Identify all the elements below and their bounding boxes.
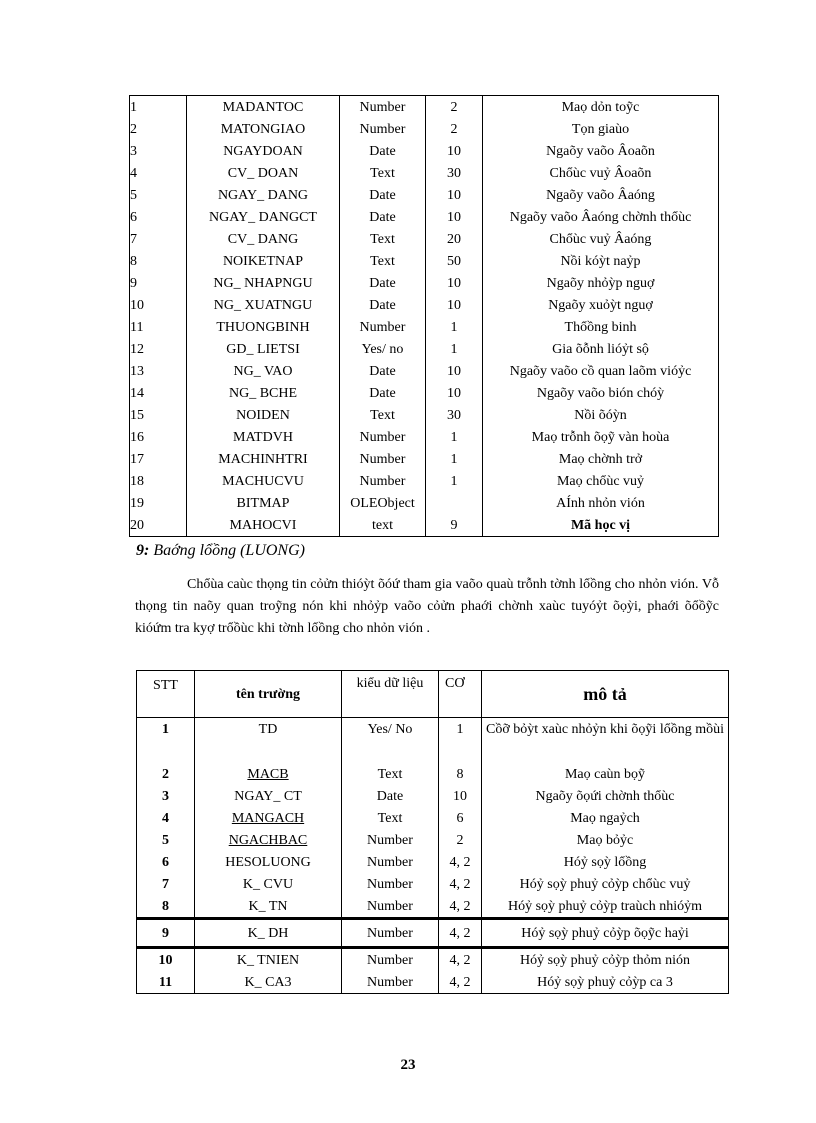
table-row: [130, 118, 719, 140]
field-name: NGAY_ DANG: [187, 184, 340, 206]
primary-key-field: MACB: [247, 766, 289, 782]
data-type: Date: [342, 785, 439, 807]
field-size: 4, 2: [439, 971, 482, 994]
field-description: Maọ chổùc vuỷ: [556, 473, 645, 489]
field-description: Hóỷ sọỳ phuỷ cỏỳp traùch nhióỷm: [507, 898, 703, 914]
field-size: 6: [439, 807, 482, 829]
field-description: Ngaõy nhỏỳp nguợ: [546, 275, 655, 291]
field-size: 9: [426, 514, 483, 537]
row-number: 1: [137, 718, 195, 764]
table-row: [137, 829, 729, 851]
data-type: Text: [340, 162, 426, 184]
field-size: 20: [426, 228, 483, 250]
field-name: NGAY_ CT: [195, 785, 342, 807]
field-name: NOIKETNAP: [187, 250, 340, 272]
header-type: kiểu dữ liệu: [342, 671, 439, 718]
row-number: 14: [130, 382, 187, 404]
data-type: Number: [342, 971, 439, 994]
row-number: 3: [137, 785, 195, 807]
field-description: Thổồng binh: [564, 319, 637, 335]
row-number: 16: [130, 426, 187, 448]
row-number: 15: [130, 404, 187, 426]
data-type: Date: [340, 294, 426, 316]
field-description: Maọ bỏỷc: [576, 832, 634, 848]
field-size: 2: [439, 829, 482, 851]
field-description: Ngaõy vaõo Âoaõn: [546, 143, 655, 159]
field-description: Maọ trỗnh õọỹ vàn hoùa: [531, 429, 670, 445]
table-row: [130, 294, 719, 316]
row-number: 5: [130, 184, 187, 206]
data-type: Number: [342, 873, 439, 895]
data-type: Date: [340, 140, 426, 162]
field-name: NG_ NHAPNGU: [187, 272, 340, 294]
field-size: 10: [426, 294, 483, 316]
row-number: 2: [137, 763, 195, 785]
row-number: 3: [130, 140, 187, 162]
field-name: K_ TN: [195, 895, 342, 919]
field-name: NG_ VAO: [187, 360, 340, 382]
field-description: Maọ caùn bọỹ: [564, 766, 646, 782]
section-heading: [136, 542, 305, 560]
row-number: 1: [130, 96, 187, 119]
table-row: [137, 873, 729, 895]
field-name: K_ DH: [195, 919, 342, 948]
row-number: 4: [130, 162, 187, 184]
primary-key-field: MANGACH: [231, 810, 305, 826]
field-name: MAHOCVI: [187, 514, 340, 537]
header-size: CƠ: [439, 671, 482, 718]
field-description: Hóỷ sọỳ lổồng: [563, 854, 647, 870]
table-row: [130, 162, 719, 184]
row-number: 13: [130, 360, 187, 382]
field-size: 1: [426, 338, 483, 360]
data-type: Number: [342, 895, 439, 919]
header-desc: mô tả: [482, 671, 729, 718]
row-number: 6: [137, 851, 195, 873]
data-type: Number: [340, 118, 426, 140]
field-description: Ngaõy vaõo cồ quan laõm vióỷc: [509, 363, 692, 379]
data-type: Number: [340, 316, 426, 338]
field-description: Maọ dỏn toỹc: [561, 99, 640, 115]
field-size: 10: [426, 140, 483, 162]
table-row: [130, 338, 719, 360]
table-row: [137, 718, 729, 764]
data-type: Date: [340, 360, 426, 382]
table-row: [130, 426, 719, 448]
field-description: Ngaõy vaõo Âaóng chờnh thổùc: [509, 209, 692, 225]
table-row: [130, 404, 719, 426]
field-size: 4, 2: [439, 919, 482, 948]
field-description: Ngaõy vaõo Âaóng: [546, 187, 655, 203]
field-name: NG_ BCHE: [187, 382, 340, 404]
field-name: K_ TNIEN: [195, 948, 342, 972]
field-name: MATONGIAO: [187, 118, 340, 140]
field-description: Ngaõy õọứi chờnh thổùc: [535, 788, 675, 804]
field-description: Tọn giaùo: [571, 121, 630, 137]
field-name: THUONGBINH: [187, 316, 340, 338]
row-number: 10: [130, 294, 187, 316]
field-name: MATDVH: [187, 426, 340, 448]
field-description: Chổùc vuỷ Âaóng: [549, 231, 652, 247]
fields-table-top: [129, 95, 719, 537]
data-type: Number: [342, 829, 439, 851]
field-size: 1: [426, 448, 483, 470]
field-description: Nồi õóỳn: [574, 407, 627, 423]
table-row: [137, 971, 729, 994]
table-row: [130, 184, 719, 206]
data-type: Number: [340, 470, 426, 492]
table-row: [130, 316, 719, 338]
row-number: 8: [130, 250, 187, 272]
row-number: 9: [137, 919, 195, 948]
field-size: 10: [439, 785, 482, 807]
field-size: 4, 2: [439, 948, 482, 972]
row-number: 5: [137, 829, 195, 851]
table-row: [130, 206, 719, 228]
data-type: Number: [342, 919, 439, 948]
primary-key-field: NGACHBAC: [228, 832, 308, 848]
field-name: MADANTOC: [187, 96, 340, 119]
field-name: NOIDEN: [187, 404, 340, 426]
field-size: 30: [426, 404, 483, 426]
table-header-row: [137, 671, 729, 718]
field-size: 10: [426, 206, 483, 228]
field-size: 10: [426, 382, 483, 404]
field-size: 1: [426, 316, 483, 338]
data-type: Yes/ No: [342, 718, 439, 764]
field-size: 10: [426, 272, 483, 294]
table-row: [130, 96, 719, 119]
row-number: 10: [137, 948, 195, 972]
data-type: OLEObject: [340, 492, 426, 514]
table-row: [137, 948, 729, 972]
field-name: NGAY_ DANGCT: [187, 206, 340, 228]
field-description: AÍnh nhỏn vión: [556, 495, 645, 511]
table-row: [137, 851, 729, 873]
data-type: Text: [340, 404, 426, 426]
field-size: 4, 2: [439, 851, 482, 873]
field-size: 2: [426, 118, 483, 140]
field-description: Ngaõy vaõo bión chóỳ: [536, 385, 665, 401]
field-description: Hóỷ sọỳ phuỷ cỏỳp õọỹc haỷi: [482, 919, 729, 948]
data-type: Text: [340, 228, 426, 250]
field-description: Hóỷ sọỳ phuỷ cỏỳp ca 3: [537, 974, 673, 990]
field-size: 1: [439, 718, 482, 764]
row-number: 2: [130, 118, 187, 140]
header-field: tên trường: [195, 671, 342, 718]
field-name: CV_ DANG: [187, 228, 340, 250]
table-row: [130, 272, 719, 294]
data-type: Date: [340, 206, 426, 228]
field-name: HESOLUONG: [195, 851, 342, 873]
field-size: 2: [426, 96, 483, 119]
field-size: 10: [426, 360, 483, 382]
field-description: Maọ chờnh trở: [558, 451, 643, 467]
field-description: Ngaõy xuỏỳt nguợ: [548, 297, 653, 313]
field-size: [426, 492, 483, 514]
section-number: 9:: [136, 542, 150, 559]
section-title: Baớng lổồng (LUONG): [153, 542, 305, 559]
row-number: 6: [130, 206, 187, 228]
field-name: [195, 807, 342, 829]
field-size: 1: [426, 470, 483, 492]
field-size: 50: [426, 250, 483, 272]
field-name: BITMAP: [187, 492, 340, 514]
table-row: [130, 250, 719, 272]
data-type: Text: [342, 763, 439, 785]
field-name: GD_ LIETSI: [187, 338, 340, 360]
data-type: Number: [340, 96, 426, 119]
table-row: [130, 470, 719, 492]
page-number: 23: [400, 1057, 416, 1073]
data-type: Date: [340, 382, 426, 404]
data-type: Yes/ no: [340, 338, 426, 360]
field-description: Hóỷ sọỳ phuỷ cỏỳp thỏm nión: [520, 952, 690, 968]
table-row: [137, 895, 729, 919]
field-name: NG_ XUATNGU: [187, 294, 340, 316]
data-type: Date: [340, 184, 426, 206]
field-name: MACHINHTRI: [187, 448, 340, 470]
field-size: 4, 2: [439, 873, 482, 895]
table-row: [137, 807, 729, 829]
field-name: [195, 829, 342, 851]
field-description: Cồỡ bỏỳt xaùc nhỏỷn khi õọỹi lổồng mồùi: [485, 722, 724, 737]
field-description: Mã học vị: [570, 517, 631, 533]
field-name: K_ CVU: [195, 873, 342, 895]
data-type: Date: [340, 272, 426, 294]
data-type: Text: [342, 807, 439, 829]
row-number: 18: [130, 470, 187, 492]
data-type: Number: [342, 851, 439, 873]
table-row: [130, 514, 719, 537]
data-type: text: [340, 514, 426, 537]
row-number: 8: [137, 895, 195, 919]
section-paragraph: Chổùa caùc thọng tin cỏửn thióỳt õóứ tham gia vaõo quaù trỗnh tờnh lổồng cho nhỏn vión. Vỗ thọng tin naõy quan troỹng nón khi nhỏỷp vaõo cỏửn phaới chờnh xaùc tuyóỷt õọỳi, phaới õổồỹc kióứm tra kyợ trổồùc khi tờnh lổồng cho nhỏn vión .: [135, 577, 719, 636]
field-description: Chổùc vuỷ Âoaõn: [549, 165, 652, 181]
field-description: Nồi kóỳt naỷp: [560, 253, 641, 269]
row-number: 19: [130, 492, 187, 514]
field-size: 10: [426, 184, 483, 206]
row-number: 11: [137, 971, 195, 994]
row-number: 20: [130, 514, 187, 537]
data-type: Number: [340, 426, 426, 448]
table-row: [130, 448, 719, 470]
row-number: 9: [130, 272, 187, 294]
row-number: 7: [137, 873, 195, 895]
field-description: Maọ ngaỷch: [570, 810, 640, 826]
table-row: [130, 228, 719, 250]
field-size: 30: [426, 162, 483, 184]
table-row: [137, 763, 729, 785]
luong-fields-table: [136, 670, 729, 994]
field-name: [195, 763, 342, 785]
field-description: Hóỷ sọỳ phuỷ cỏỳp chổùc vuỷ: [519, 876, 691, 892]
field-size: 4, 2: [439, 895, 482, 919]
field-size: 8: [439, 763, 482, 785]
table-row: [130, 360, 719, 382]
field-name: NGAYDOAN: [187, 140, 340, 162]
header-stt: STT: [137, 671, 195, 718]
table-row: [130, 382, 719, 404]
field-size: 1: [426, 426, 483, 448]
row-number: 12: [130, 338, 187, 360]
table-row: [137, 919, 729, 948]
row-number: 4: [137, 807, 195, 829]
field-name: CV_ DOAN: [187, 162, 340, 184]
data-type: Number: [340, 448, 426, 470]
field-description: Gia õỗnh lióỷt sộ: [552, 341, 649, 357]
table-row: [130, 140, 719, 162]
row-number: 11: [130, 316, 187, 338]
row-number: 17: [130, 448, 187, 470]
row-number: 7: [130, 228, 187, 250]
table-row: [137, 785, 729, 807]
table-row: [130, 492, 719, 514]
field-name: K_ CA3: [195, 971, 342, 994]
field-name: MACHUCVU: [187, 470, 340, 492]
field-name: TD: [195, 718, 342, 764]
data-type: Number: [342, 948, 439, 972]
data-type: Text: [340, 250, 426, 272]
